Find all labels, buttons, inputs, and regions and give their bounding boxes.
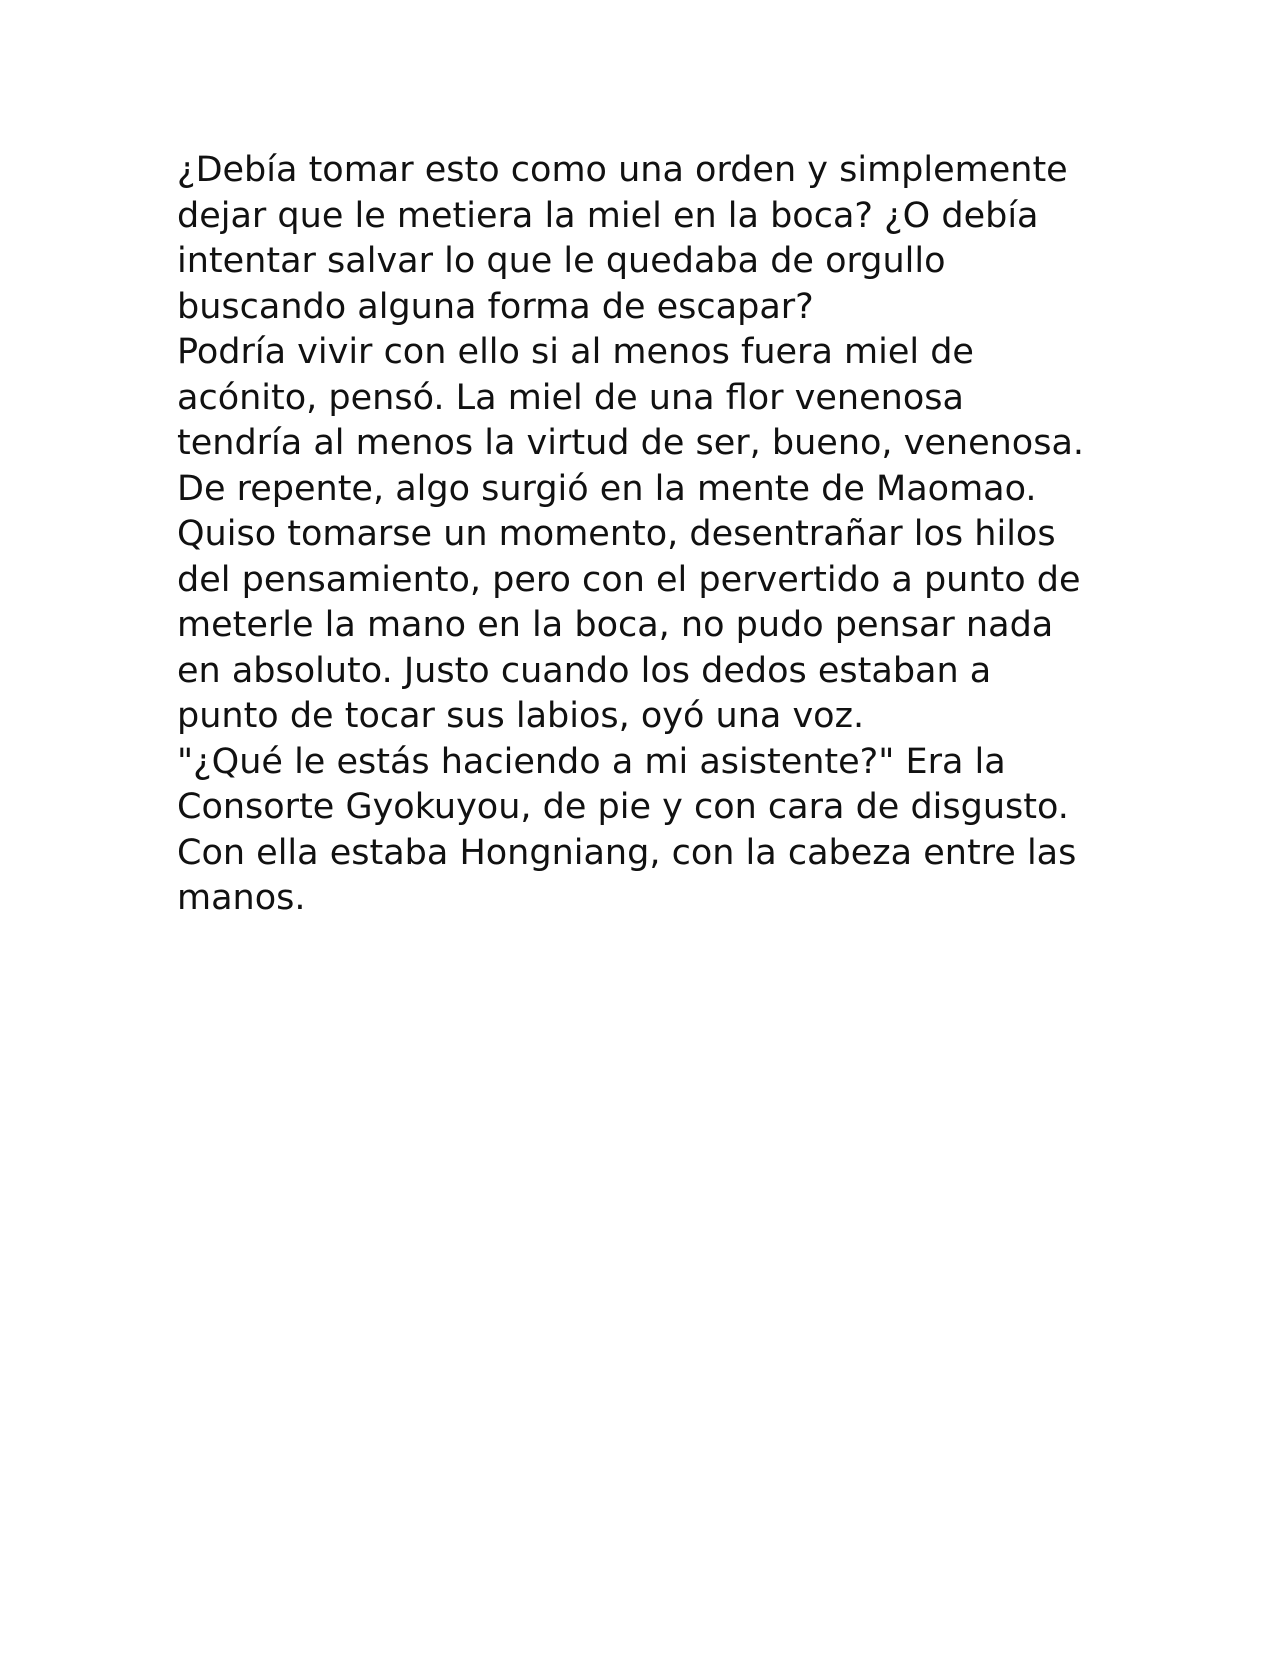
body-text: [177, 148, 1097, 922]
paragraph: De repente, algo surgió en la mente de Maomao. Quiso tomarse un momento, desentrañar los hilos del pensamiento, pero con el pervertido a punto de meterle la mano en la boca, no pudo pensar nada en absoluto. Justo cuando los dedos estaban a punto de tocar sus labios, oyó una voz.: [177, 468, 1081, 736]
paragraph: ¿Debía tomar esto como una orden y simplemente dejar que le metiera la miel en la boca? ¿O debía intentar salvar lo que le quedaba de orgullo buscando alguna forma de escapar?: [177, 150, 1068, 327]
paragraph: Podría vivir con ello si al menos fuera miel de acónito, pensó. La miel de una flor venenosa tendría al menos la virtud de ser, bueno, venenosa.: [177, 332, 1085, 463]
paragraph: "¿Qué le estás haciendo a mi asistente?" Era la Consorte Gyokuyou, de pie y con cara de disgusto. Con ella estaba Hongniang, con la cabeza entre las manos.: [177, 741, 1077, 918]
